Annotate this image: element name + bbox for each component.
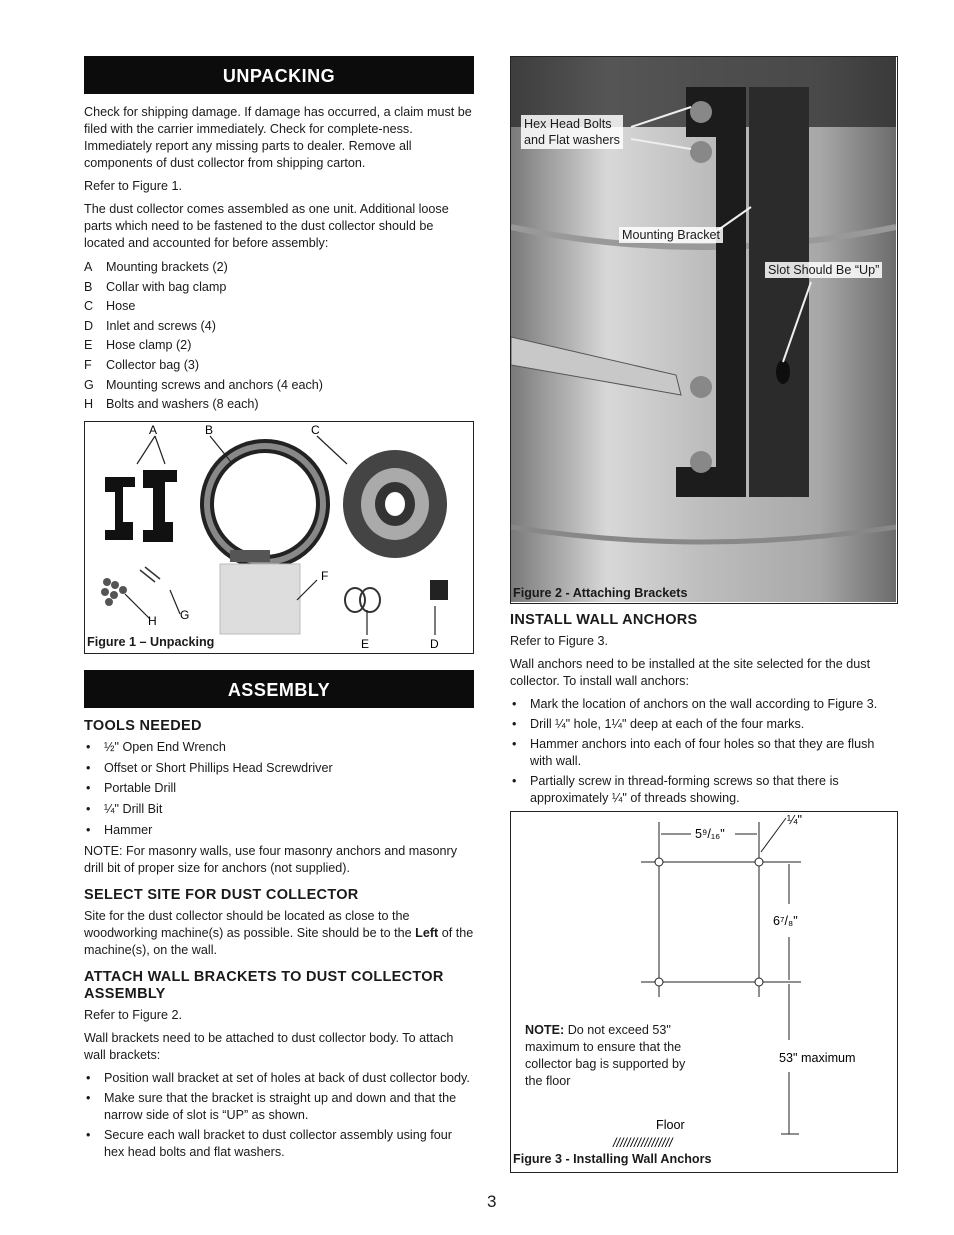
dim-max: 53" maximum [779, 1051, 856, 1065]
anchors-intro: Wall anchors need to be installed at the site selected for the dust collector. To install wall anchors: [510, 657, 871, 688]
site-paragraph: Site for the dust collector should be located as close to the woodworking machine(s) as possible. Site should be to the Left of the machine(s), on the wall. [84, 908, 474, 957]
list-item: • Make sure that the bracket is straight up and down and that the narrow side of slot is “UP” as shown. [84, 1090, 474, 1124]
label-a: A [149, 422, 158, 437]
list-item: • ¼" Drill Bit [84, 801, 474, 818]
label-h: H [148, 613, 157, 628]
figure-3 [510, 811, 898, 1173]
list-item: • Hammer anchors into each of four holes so that they are flush with wall. [510, 736, 900, 770]
left-column [84, 56, 474, 1165]
unpacking-paragraph-3: The dust collector comes assembled as one unit. Additional loose parts which need to be fastened to the dust collector should be located and accounted for before assembly: [84, 202, 449, 250]
dim-width: 5⁹/₁₆" [695, 827, 725, 841]
mounting-bracket-image [105, 470, 177, 542]
unpacking-paragraph-2: Refer to Figure 1. [84, 179, 182, 193]
dim-height: 6⁷/₈" [773, 914, 798, 928]
floor-hatch: ///////////////// [613, 1136, 673, 1150]
hose-clamp-image [345, 588, 380, 612]
anchors-ref: Refer to Figure 3. [510, 634, 608, 648]
dim-quarter: ¼" [787, 813, 802, 827]
anchors-steps [510, 696, 900, 807]
attach-ref: Refer to Figure 2. [84, 1007, 182, 1022]
figure-3-note: NOTE: Do not exceed 53" maximum to ensure that the collector bag is supported by the floor [525, 1023, 686, 1088]
tools-list [84, 739, 474, 839]
callout-slot: Slot Should Be “Up” [765, 262, 882, 278]
attach-steps [84, 1070, 474, 1161]
label-e: E [361, 636, 370, 651]
list-item: • Hammer [84, 822, 474, 839]
attach-intro: Wall brackets need to be attached to dust collector body. To attach wall brackets: [84, 1030, 454, 1062]
list-item: D Inlet and screws (4) [84, 318, 216, 333]
label-f: F [321, 568, 329, 583]
figure-2-caption: Figure 2 - Attaching Brackets [513, 586, 688, 600]
label-d: D [430, 636, 439, 651]
list-item: • Portable Drill [84, 780, 474, 797]
collector-bag-image [220, 564, 300, 634]
collar-ring-image [207, 446, 323, 562]
list-item: • ½" Open End Wrench [84, 739, 474, 756]
inlet-image [430, 580, 448, 600]
floor-label: Floor [656, 1118, 685, 1132]
list-item: B Collar with bag clamp [84, 279, 227, 294]
list-item: H Bolts and washers (8 each) [84, 397, 259, 412]
label-g: G [180, 607, 190, 622]
screws-anchors-image [140, 567, 160, 582]
figure-1 [84, 421, 474, 654]
list-item: G Mounting screws and anchors (4 each) [84, 377, 324, 392]
figure-2 [510, 56, 898, 604]
unpacking-banner: UNPACKING [84, 56, 474, 94]
list-item: C Hose [84, 299, 136, 314]
tools-heading: TOOLS NEEDED [84, 717, 202, 734]
list-item: E Hose clamp (2) [84, 338, 192, 353]
right-column [510, 56, 900, 1173]
list-item: • Position wall bracket at set of holes at back of dust collector body. [84, 1070, 474, 1087]
label-c: C [311, 422, 320, 437]
unpacking-paragraph-1: Check for shipping damage. If damage has occurred, a claim must be filed with the carrier immediately. Check for complete-ness. Immediately report any missing parts to dealer. Remove all components of dust collector from shipping carton. [84, 105, 472, 170]
list-item: • Offset or Short Phillips Head Screwdriver [84, 760, 474, 777]
list-item: • Secure each wall bracket to dust collector assembly using four hex head bolts and flat washers. [84, 1127, 474, 1161]
figure-1-illustration [85, 422, 472, 652]
parts-list [84, 258, 474, 415]
hose-coil-image [343, 450, 447, 558]
list-item: • Drill ¼" hole, 1¼" deep at each of the four marks. [510, 716, 900, 733]
list-item: A Mounting brackets (2) [84, 260, 228, 274]
page-number: 3 [487, 1192, 497, 1211]
callout-bolts: Hex Head Bolts and Flat washers [521, 115, 623, 149]
assembly-banner: ASSEMBLY [84, 670, 474, 708]
label-b: B [205, 422, 214, 437]
figure-1-caption: Figure 1 – Unpacking [87, 634, 215, 649]
site-heading: SELECT SITE FOR DUST COLLECTOR [84, 886, 359, 903]
bolts-washers-image [101, 578, 127, 606]
anchors-heading: INSTALL WALL ANCHORS [510, 612, 698, 628]
list-item: • Mark the location of anchors on the wall according to Figure 3. [510, 696, 900, 713]
list-item: • Partially screw in thread-forming screws so that there is approximately ¼" of threads showing. [510, 773, 900, 807]
callout-bracket: Mounting Bracket [619, 227, 723, 243]
masonry-note: NOTE: For masonry walls, use four masonry anchors and masonry drill bit of proper size for anchors (not supplied). [84, 843, 458, 875]
list-item: F Collector bag (3) [84, 357, 200, 372]
figure-3-caption: Figure 3 - Installing Wall Anchors [513, 1152, 712, 1166]
figure-3-diagram [511, 812, 896, 1171]
attach-heading: ATTACH WALL BRACKETS TO DUST COLLECTOR ASSEMBLY [84, 968, 444, 1002]
